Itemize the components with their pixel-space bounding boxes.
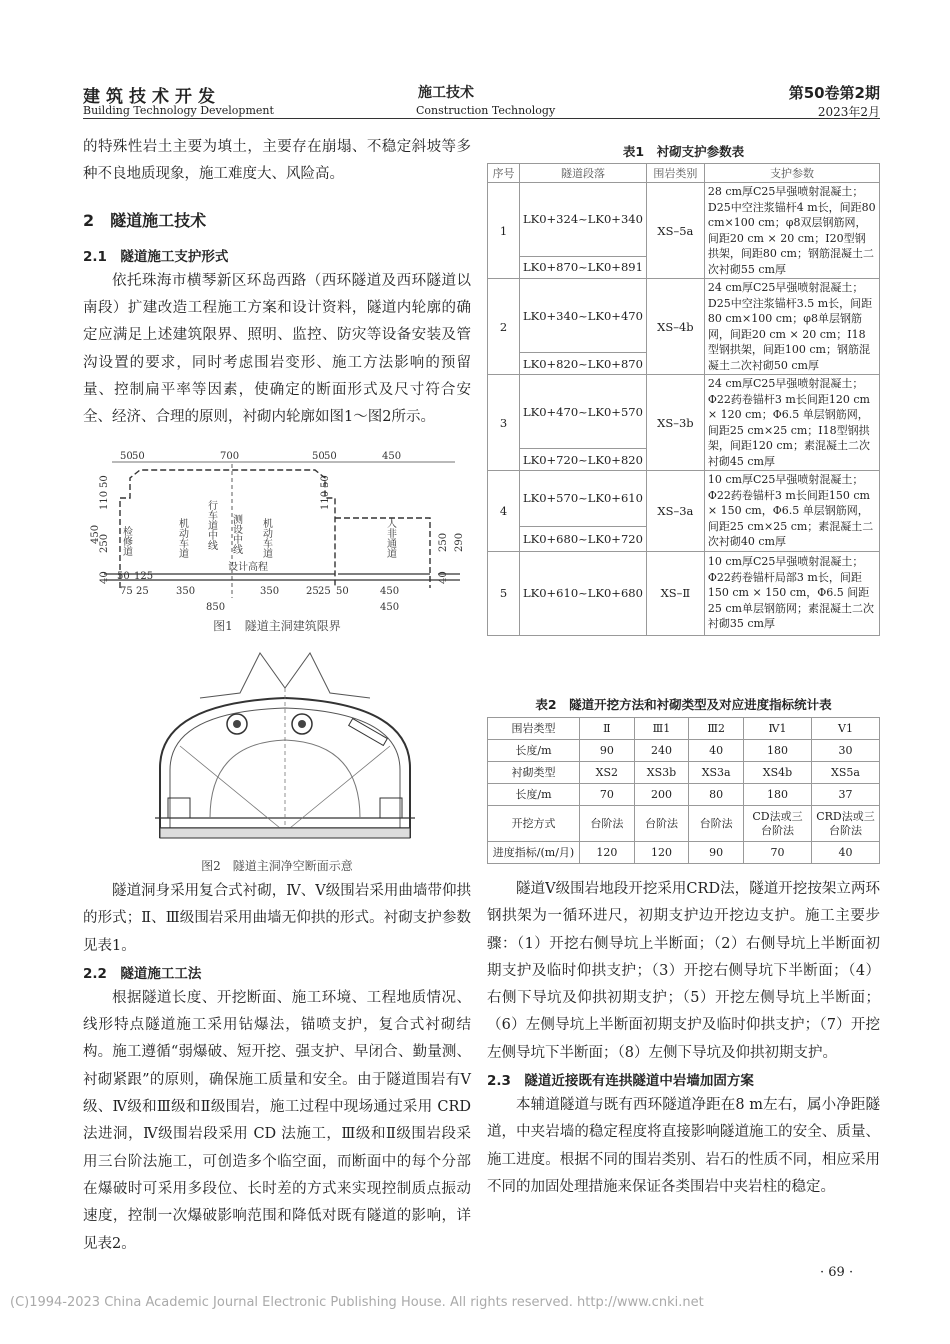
table-cell: LK0+820~LK0+870 bbox=[520, 353, 647, 375]
journal-title-cn: 建筑技术开发 bbox=[83, 87, 221, 107]
table-cell: 24 cm厚C25早强喷射混凝土；D25中空注浆锚杆3.5 m长，间距80 cm×100 cm；φ8单层钢筋网，间距20 cm × 20 cm；I18型钢拱架，间距100 cm；钢筋混凝土二次衬砌50 cm厚 bbox=[704, 279, 879, 375]
table-cell: LK0+680~LK0+720 bbox=[520, 526, 647, 551]
section-2-2-paragraph: 根据隧道长度、开挖断面、施工环境、工程地质情况、线形特点隧道施工采用钻爆法，锚喷支护，复合式衬砌结构。施工遵循“弱爆破、短开挖、强支护、早闭合、勤量测、衬砌紧跟”的原则，确保施工质量和安全。由于隧道围岩有Ⅴ级、Ⅳ级和Ⅲ级和Ⅱ级围岩，施工过程中现场通过采用 CRD 法进洞，Ⅳ级围岩段采用 CD 法施工，Ⅲ级和Ⅱ级围岩段采用三台阶法施工，可创造多个临空面，而断面中的每个分部在爆破时可采用多段位、长时差的方式来实现控制质点振动速度，控制一次爆破影响范围和降低对既有隧道的影响，详见表2。 bbox=[83, 989, 471, 1252]
crd-paragraph: 隧道Ⅴ级围岩地段开挖采用CRD法，隧道开挖按架立两环钢拱架为一循环进尺，初期支护边开挖边支护。施工主要步骤：（1）开挖右侧导坑上半断面；（2）右侧导坑上半断面初期支护及临时仰拱支护；（3）开挖右侧导坑下半断面；（4）右侧下导坑及仰拱初期支护；（5）开挖左侧导坑上半断面；（6）左侧导坑上半断面初期支护及临时仰拱支护；（7）开挖左侧导坑下半断面；（8）左侧下导坑及仰拱初期支护。 bbox=[487, 881, 880, 1061]
table-cell: XS–Ⅱ bbox=[646, 551, 704, 635]
label-jidongchedao-1: 机动车道 bbox=[176, 518, 188, 558]
figure-2-section-diagram bbox=[140, 648, 430, 853]
section-2-1-paragraph: 依托珠海市横琴新区环岛西路（西环隧道及西环隧道以南段）扩建改造工程施工方案和设计资料，隧道内轮廓的确定应满足上述建筑限界、照明、监控、防灾等设备安装及管沟设置的要求，同时考虑围岩变形、施工方法影响的预留量、控制扁平率等因素，使确定的断面形式及尺寸符合安全、经济、合理的原则，衬砌内轮廓如图1～图2所示。 bbox=[83, 272, 471, 426]
table-1-header: 隧道段落 bbox=[520, 164, 647, 183]
dim-left-250: 250 bbox=[99, 533, 110, 553]
dim-top-50c: 50 bbox=[312, 451, 325, 462]
table-cell: CRD法或三台阶法 bbox=[812, 806, 880, 842]
table-cell: 24 cm厚C25早强喷射混凝土；Φ22药卷锚杆3 m长间距120 cm × 120 cm；Φ6.5 单层钢筋网，间距25 cm×25 cm；I18型钢拱架，间距120 cm；素混凝土二次衬砌45 cm厚 bbox=[704, 375, 879, 471]
left-column-bottom bbox=[83, 878, 471, 1258]
section-title-en: Construction Technology bbox=[416, 104, 556, 117]
label-ceshe-zhongxian: 测设中线 bbox=[230, 514, 242, 554]
table-cell: 1 bbox=[488, 183, 520, 279]
dim-right-40: 40 bbox=[438, 571, 449, 584]
volume-issue: 第50卷第2期 bbox=[788, 84, 880, 102]
table-row bbox=[488, 183, 880, 257]
table-cell: 长度/m bbox=[488, 740, 580, 762]
table-cell: 30 bbox=[812, 740, 880, 762]
table-cell: Ⅲ2 bbox=[689, 718, 744, 740]
table-1-header: 围岩类别 bbox=[646, 164, 704, 183]
table-1-header: 支护参数 bbox=[704, 164, 879, 183]
table-cell: 台阶法 bbox=[689, 806, 744, 842]
table-cell: 120 bbox=[580, 842, 635, 864]
dim-right-250: 250 bbox=[438, 532, 449, 552]
table-cell: Ⅴ1 bbox=[812, 718, 880, 740]
table-cell: 90 bbox=[689, 842, 744, 864]
table-row bbox=[488, 471, 880, 527]
table-cell: 10 cm厚C25早强喷射混凝土；Φ22药卷锚杆3 m长间距150 cm × 150 cm，Φ6.5 单层钢筋网，间距25 cm×25 cm；素混凝土二次衬砌40 cm厚 bbox=[704, 471, 879, 552]
table-cell: LK0+324~LK0+340 bbox=[520, 183, 647, 257]
dim-b-25a: 25 bbox=[306, 586, 319, 597]
header-rule bbox=[83, 118, 880, 119]
dim-right-50: 50 bbox=[320, 475, 331, 488]
dim-b-75: 75 bbox=[120, 586, 133, 597]
table-cell: 28 cm厚C25早强喷射混凝土；D25中空注浆锚杆4 m长，间距80 cm×100 cm；φ8双层钢筋网，间距20 cm × 20 cm；I20型钢拱架，间距80 cm；钢筋混凝土二次衬砌55 cm厚 bbox=[704, 183, 879, 279]
table-cell: 40 bbox=[812, 842, 880, 864]
label-sheji-gaocheng: 设计高程 bbox=[228, 562, 268, 573]
lining-paragraph: 隧道洞身采用复合式衬砌，Ⅳ、Ⅴ级围岩采用曲墙带仰拱的形式；Ⅱ、Ⅲ级围岩采用曲墙无仰拱的形式。衬砌支护参数见表1。 bbox=[83, 883, 471, 954]
dim-small-125: 125 bbox=[134, 571, 154, 582]
table-row bbox=[488, 718, 880, 740]
dim-b-850: 850 bbox=[206, 602, 226, 613]
table-cell: 90 bbox=[580, 740, 635, 762]
section-2-3-paragraph: 本辅道隧道与既有西环隧道净距在8 m左右，属小净距隧道，中夹岩墙的稳定程度将直接影响隧道施工的安全、质量、施工进度。根据不同的围岩类别、岩石的性质不同，相应采用不同的加固处理措施来保证各类围岩中夹岩柱的稳定。 bbox=[487, 1097, 880, 1195]
dim-b-50: 50 bbox=[336, 586, 349, 597]
table-cell: LK0+570~LK0+610 bbox=[520, 471, 647, 527]
table-row bbox=[488, 740, 880, 762]
table-cell: Ⅲ1 bbox=[634, 718, 689, 740]
table-cell: 衬砌类型 bbox=[488, 762, 580, 784]
table-cell: LK0+340~LK0+470 bbox=[520, 279, 647, 353]
dim-b-25b: 25 bbox=[318, 586, 331, 597]
table-2 bbox=[487, 717, 880, 864]
page-number: · 69 · bbox=[820, 1265, 854, 1280]
table-cell: XS4b bbox=[744, 762, 812, 784]
issue-date: 2023年2月 bbox=[817, 105, 880, 119]
table-cell: 开挖方式 bbox=[488, 806, 580, 842]
table-row bbox=[488, 279, 880, 353]
table-2-caption: 表2 隧道开挖方法和衬砌类型及对应进度指标统计表 bbox=[535, 697, 832, 712]
table-row bbox=[488, 806, 880, 842]
label-xingchedao-zhongxian: 行车道中线 bbox=[205, 500, 217, 550]
table-cell: XS3a bbox=[689, 762, 744, 784]
dim-left-40: 40 bbox=[99, 571, 110, 584]
table-cell: LK0+720~LK0+820 bbox=[520, 449, 647, 471]
table-cell: 70 bbox=[744, 842, 812, 864]
table-cell: 37 bbox=[812, 784, 880, 806]
table-cell: XS–5a bbox=[646, 183, 704, 279]
label-jidongchedao-2: 机动车道 bbox=[260, 518, 272, 558]
table-row bbox=[488, 551, 880, 635]
section-2-3-heading: 2.3 隧道近接既有连拱隧道中岩墙加固方案 bbox=[487, 1073, 754, 1090]
dim-right-290: 290 bbox=[454, 532, 465, 552]
table-cell: XS2 bbox=[580, 762, 635, 784]
table-row bbox=[488, 842, 880, 864]
left-column-top bbox=[83, 134, 471, 432]
table-cell: 180 bbox=[744, 784, 812, 806]
dim-left-110: 110 bbox=[99, 490, 110, 510]
table-cell: 180 bbox=[744, 740, 812, 762]
table-row bbox=[488, 762, 880, 784]
figure-1-clearance-diagram bbox=[90, 448, 470, 616]
table-cell: XS3b bbox=[634, 762, 689, 784]
dim-b-25: 25 bbox=[136, 586, 149, 597]
table-cell: 3 bbox=[488, 375, 520, 471]
table-cell: XS–3b bbox=[646, 375, 704, 471]
dim-b-350a: 350 bbox=[176, 586, 196, 597]
table-cell: 200 bbox=[634, 784, 689, 806]
dim-right-110: 110 bbox=[320, 490, 331, 510]
figure-2-caption: 图2 隧道主洞净空断面示意 bbox=[201, 859, 353, 873]
table-1-header-row bbox=[488, 164, 880, 183]
table-cell: 5 bbox=[488, 551, 520, 635]
table-cell: 10 cm厚C25早强喷射混凝土；Φ22药卷锚杆局部3 m长，间距150 cm × 150 cm，Φ6.5 间距25 cm单层钢筋网；素混凝土二次衬砌35 cm厚 bbox=[704, 551, 879, 635]
table-cell: 台阶法 bbox=[634, 806, 689, 842]
section-2-2-heading: 2.2 隧道施工工法 bbox=[83, 965, 202, 982]
table-cell: 4 bbox=[488, 471, 520, 552]
right-column-text bbox=[487, 876, 880, 1201]
table-row bbox=[488, 375, 880, 449]
dim-top-50a: 50 bbox=[120, 451, 133, 462]
dim-left-450: 450 bbox=[90, 524, 101, 544]
dim-top-50b: 50 bbox=[132, 451, 145, 462]
dim-left-50: 50 bbox=[99, 475, 110, 488]
table-cell: 40 bbox=[689, 740, 744, 762]
dim-top-700: 700 bbox=[220, 451, 240, 462]
table-cell: Ⅳ1 bbox=[744, 718, 812, 740]
table-cell: XS5a bbox=[812, 762, 880, 784]
dim-top-50d: 50 bbox=[324, 451, 337, 462]
section-2-1-heading: 2.1 隧道施工支护形式 bbox=[83, 248, 229, 265]
section-2-heading: 2 隧道施工技术 bbox=[83, 210, 207, 230]
table-cell: 进度指标/(m/月) bbox=[488, 842, 580, 864]
journal-title-en: Building Technology Development bbox=[83, 104, 274, 117]
dim-b-350b: 350 bbox=[260, 586, 280, 597]
label-jianxiudao: 检修道 bbox=[120, 526, 132, 556]
section-title-cn: 施工技术 bbox=[418, 85, 474, 101]
table-row bbox=[488, 784, 880, 806]
table-1-header: 序号 bbox=[488, 164, 520, 183]
table-cell: XS–3a bbox=[646, 471, 704, 552]
table-cell: 围岩类型 bbox=[488, 718, 580, 740]
table-cell: 80 bbox=[689, 784, 744, 806]
table-cell: Ⅱ bbox=[580, 718, 635, 740]
table-cell: 长度/m bbox=[488, 784, 580, 806]
table-cell: 70 bbox=[580, 784, 635, 806]
table-cell: LK0+610~LK0+680 bbox=[520, 551, 647, 635]
table-cell: 240 bbox=[634, 740, 689, 762]
intro-paragraph: 的特殊性岩土主要为填土，主要存在崩塌、不稳定斜坡等多种不良地质现象，施工难度大、风险高。 bbox=[83, 139, 471, 183]
dim-top-450: 450 bbox=[382, 451, 402, 462]
dim-b-450: 450 bbox=[380, 586, 400, 597]
table-cell: 120 bbox=[634, 842, 689, 864]
table-1 bbox=[487, 163, 880, 636]
table-cell: 台阶法 bbox=[580, 806, 635, 842]
copyright-footer: (C)1994-2023 China Academic Journal Electronic Publishing House. All rights reserved. http://www.cnki.net bbox=[10, 1295, 704, 1310]
table-cell: CD法或三台阶法 bbox=[744, 806, 812, 842]
table-cell: LK0+870~LK0+891 bbox=[520, 256, 647, 278]
figure-1-caption: 图1 隧道主洞建筑限界 bbox=[213, 619, 341, 633]
table-cell: XS–4b bbox=[646, 279, 704, 375]
table-1-caption: 表1 衬砌支护参数表 bbox=[622, 144, 745, 159]
table-cell: LK0+470~LK0+570 bbox=[520, 375, 647, 449]
dim-b-450-2: 450 bbox=[380, 602, 400, 613]
table-cell: 2 bbox=[488, 279, 520, 375]
label-renfei-tongdao: 人非通道 bbox=[384, 518, 396, 558]
dim-small-50: 50 bbox=[117, 571, 130, 582]
